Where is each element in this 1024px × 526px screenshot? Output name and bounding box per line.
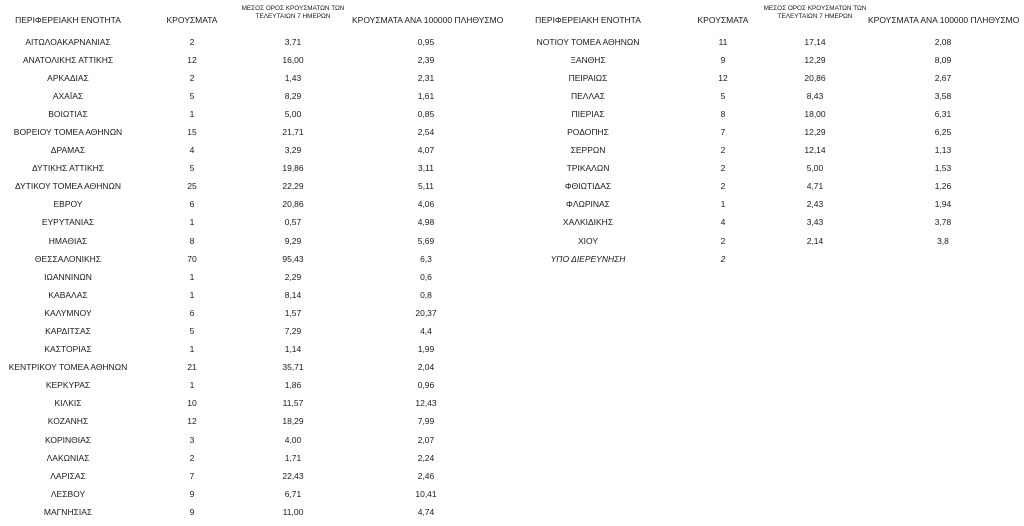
cell-region: ΤΡΙΚΑΛΩΝ	[566, 163, 610, 174]
cell-per100k: 3,8	[937, 235, 949, 246]
cell-avg: 17,14	[804, 36, 826, 47]
cell-avg: 3,71	[284, 36, 302, 47]
cell-cases: 9	[720, 54, 726, 65]
cell-avg: 20,86	[804, 72, 826, 83]
cell-avg: 0,57	[284, 217, 302, 228]
cell-per100k: 2,07	[417, 434, 435, 445]
cell-cases: 2	[189, 452, 195, 463]
cell-cases: 1	[189, 217, 195, 228]
table-row	[0, 502, 520, 520]
cell-cases: 12	[187, 54, 197, 65]
cell-region: ΞΑΝΘΗΣ	[570, 54, 606, 65]
cell-region: ΔΡΑΜΑΣ	[50, 145, 86, 156]
table-header	[0, 0, 520, 34]
cell-avg: 18,00	[804, 108, 826, 119]
table-row	[524, 194, 1020, 212]
table-row	[524, 32, 1020, 50]
table-row	[0, 86, 520, 104]
cell-region: ΣΕΡΡΩΝ	[570, 145, 606, 156]
cell-cases: 11	[718, 36, 728, 47]
cell-avg: 3,29	[284, 145, 302, 156]
cell-region: ΚΟΖΑΝΗΣ	[47, 416, 89, 427]
cell-cases: 2	[720, 235, 726, 246]
cell-per100k: 4,4	[420, 326, 432, 336]
cell-per100k: 0,96	[417, 380, 435, 391]
cell-avg: 5,00	[806, 163, 824, 174]
cell-cases: 2	[720, 163, 726, 174]
cell-cases: 70	[187, 253, 197, 264]
table-row	[524, 212, 1020, 230]
table-row	[524, 249, 1020, 267]
cell-avg: 21,71	[282, 126, 304, 137]
cell-cases: 2	[720, 181, 726, 192]
cell-region: ΚΑΡΔΙΤΣΑΣ	[45, 326, 91, 336]
cell-cases: 5	[189, 163, 195, 174]
cell-per100k: 1,26	[934, 181, 952, 192]
cell-cases: 5	[189, 326, 195, 336]
cell-avg: 1,14	[284, 344, 302, 355]
cell-per100k: 4,98	[417, 217, 435, 228]
cell-per100k: 3,11	[418, 163, 434, 174]
cell-region: ΥΠΟ ΔΙΕΡΕΥΝΗΣΗ	[550, 253, 626, 264]
cell-region: ΡΟΔΟΠΗΣ	[567, 126, 609, 137]
cell-avg: 12,29	[804, 54, 826, 65]
table-row	[0, 484, 520, 502]
cell-cases: 2	[720, 253, 726, 264]
cell-avg: 20,86	[282, 199, 304, 210]
cell-avg: 19,86	[282, 163, 304, 174]
cell-avg: 8,14	[284, 289, 302, 300]
cell-region: ΠΕΛΛΑΣ	[570, 90, 606, 101]
header-avg-line1: ΜΕΣΟΣ ΟΡΟΣ ΚΡΟΥΣΜΑΤΩΝ ΤΩΝ	[763, 5, 867, 12]
header-per100k: ΚΡΟΥΣΜΑΤΑ ΑΝΑ 100000 ΠΛΗΘΥΣΜΟ	[352, 15, 504, 25]
cell-per100k: 0,85	[417, 108, 435, 119]
cell-avg: 2,29	[284, 271, 302, 282]
cell-per100k: 5,11	[418, 181, 434, 192]
cell-cases: 9	[189, 488, 195, 499]
header-cases: ΚΡΟΥΣΜΑΤΑ	[697, 15, 749, 25]
cell-avg: 12,14	[804, 145, 826, 156]
cell-region: ΚΟΡΙΝΘΙΑΣ	[44, 434, 92, 445]
table-header	[524, 0, 1020, 34]
cell-cases: 6	[189, 307, 195, 318]
table-row	[0, 194, 520, 212]
table-row	[0, 140, 520, 158]
cell-region: ΦΛΩΡΙΝΑΣ	[566, 199, 610, 210]
cell-avg: 18,29	[282, 416, 304, 427]
cell-region: ΚΙΛΚΙΣ	[54, 398, 82, 409]
cell-avg: 7,29	[284, 326, 302, 336]
cell-cases: 6	[189, 199, 195, 210]
table-row	[524, 86, 1020, 104]
cell-avg: 1,57	[284, 307, 302, 318]
table-row	[0, 321, 520, 339]
table-row	[0, 411, 520, 429]
table-row	[524, 68, 1020, 86]
cell-cases: 4	[720, 217, 726, 228]
cell-per100k: 6,25	[934, 126, 952, 137]
cell-per100k: 2,31	[417, 72, 435, 83]
table-row	[0, 158, 520, 176]
table-row	[524, 176, 1020, 194]
cell-per100k: 0,6	[420, 271, 432, 282]
cell-cases: 3	[189, 434, 195, 445]
table-row	[524, 122, 1020, 140]
table-row	[0, 212, 520, 230]
cell-avg: 22,43	[282, 470, 304, 481]
cell-cases: 12	[187, 416, 197, 427]
cell-per100k: 10,41	[415, 488, 437, 499]
table-row	[524, 104, 1020, 122]
cell-cases: 12	[718, 72, 728, 83]
cell-per100k: 2,39	[417, 54, 435, 65]
cell-per100k: 0,8	[420, 289, 432, 300]
cell-region: ΦΘΙΩΤΙΔΑΣ	[564, 181, 612, 192]
cell-per100k: 5,69	[417, 235, 435, 246]
cell-per100k: 2,54	[417, 126, 435, 137]
cell-per100k: 12,43	[415, 398, 437, 409]
cell-cases: 2	[720, 145, 726, 156]
cell-per100k: 7,99	[417, 416, 435, 427]
header-avg	[754, 5, 876, 20]
cell-region: ΚΑΒΑΛΑΣ	[48, 289, 88, 300]
cell-region: ΑΝΑΤΟΛΙΚΗΣ ΑΤΤΙΚΗΣ	[22, 54, 114, 65]
cell-region: ΒΟΙΩΤΙΑΣ	[48, 108, 88, 119]
cell-per100k: 20,37	[415, 307, 437, 318]
cell-per100k: 4,06	[417, 199, 435, 210]
table-row	[524, 231, 1020, 249]
cell-region: ΛΕΣΒΟΥ	[50, 488, 86, 499]
table-row	[0, 466, 520, 484]
cell-per100k: 4,07	[417, 145, 435, 156]
table-row	[0, 267, 520, 285]
cell-cases: 1	[189, 289, 195, 300]
cell-avg: 11,57	[282, 398, 304, 409]
table-row	[524, 50, 1020, 68]
cell-per100k: 2,04	[417, 362, 435, 373]
table-row	[0, 249, 520, 267]
cell-region: ΒΟΡΕΙΟΥ ΤΟΜΕΑ ΑΘΗΝΩΝ	[13, 126, 123, 137]
header-avg-line1: ΜΕΣΟΣ ΟΡΟΣ ΚΡΟΥΣΜΑΤΩΝ ΤΩΝ	[241, 5, 345, 12]
cell-per100k: 1,13	[934, 145, 952, 156]
table-body	[524, 32, 1020, 267]
cell-avg: 5,00	[284, 108, 302, 119]
cell-avg: 1,43	[284, 72, 302, 83]
cell-per100k: 1,94	[934, 199, 952, 210]
table-row	[0, 448, 520, 466]
cell-region: ΔΥΤΙΚΟΥ ΤΟΜΕΑ ΑΘΗΝΩΝ	[14, 181, 122, 192]
cell-per100k: 6,3	[420, 253, 432, 264]
cell-cases: 2	[189, 36, 195, 47]
table-row	[0, 285, 520, 303]
cell-cases: 9	[189, 506, 195, 517]
cell-avg: 95,43	[282, 253, 304, 264]
cell-avg: 1,86	[284, 380, 302, 391]
cell-cases: 7	[720, 126, 726, 137]
cell-avg: 22,29	[282, 181, 304, 192]
cell-avg: 16,00	[282, 54, 304, 65]
cell-cases: 8	[720, 108, 726, 119]
table-row	[0, 393, 520, 411]
table-row	[0, 32, 520, 50]
cell-region: ΛΑΚΩΝΙΑΣ	[46, 452, 90, 463]
cell-avg: 8,29	[284, 90, 302, 101]
cell-cases: 5	[189, 90, 195, 101]
cell-per100k: 1,53	[934, 163, 952, 174]
header-cases: ΚΡΟΥΣΜΑΤΑ	[166, 15, 218, 25]
cell-region: ΛΑΡΙΣΑΣ	[50, 470, 86, 481]
cell-per100k: 4,74	[417, 506, 435, 517]
cell-cases: 1	[189, 108, 195, 119]
cell-region: ΑΡΚΑΔΙΑΣ	[47, 72, 89, 83]
cell-per100k: 1,61	[417, 90, 435, 101]
cell-cases: 25	[187, 181, 197, 192]
table-row	[0, 176, 520, 194]
cell-region: ΑΙΤΩΛΟΑΚΑΡΝΑΝΙΑΣ	[25, 36, 111, 47]
cell-cases: 7	[189, 470, 195, 481]
cell-avg: 6,71	[284, 488, 302, 499]
cell-region: ΧΑΛΚΙΔΙΚΗΣ	[562, 217, 614, 228]
table-body	[0, 32, 520, 521]
cell-cases: 4	[189, 145, 195, 156]
table-row	[0, 122, 520, 140]
cell-avg: 2,43	[806, 199, 824, 210]
cell-per100k: 2,24	[417, 452, 435, 463]
cell-avg: 9,29	[284, 235, 302, 246]
header-region: ΠΕΡΙΦΕΡΕΙΑΚΗ ΕΝΟΤΗΤΑ	[535, 15, 641, 25]
header-avg	[236, 5, 350, 20]
cell-region: ΚΕΡΚΥΡΑΣ	[45, 380, 91, 391]
cell-region: ΘΕΣΣΑΛΟΝΙΚΗΣ	[34, 253, 102, 264]
cell-avg: 35,71	[282, 362, 304, 373]
table-row	[0, 231, 520, 249]
cell-region: ΚΑΛΥΜΝΟΥ	[44, 307, 92, 318]
cell-avg: 3,43	[806, 217, 824, 228]
cell-avg: 12,29	[804, 126, 826, 137]
cell-per100k: 2,46	[417, 470, 435, 481]
cell-per100k: 6,31	[934, 108, 952, 119]
table-row	[0, 339, 520, 357]
cell-region: ΕΥΡΥΤΑΝΙΑΣ	[41, 217, 95, 228]
cell-region: ΕΒΡΟΥ	[53, 199, 83, 210]
table-row	[0, 303, 520, 321]
cell-region: ΑΧΑΪΑΣ	[52, 90, 84, 101]
cell-region: ΜΑΓΝΗΣΙΑΣ	[43, 506, 93, 517]
cell-region: ΠΕΙΡΑΙΩΣ	[568, 72, 608, 83]
cell-cases: 21	[187, 362, 197, 373]
cell-cases: 1	[720, 199, 726, 210]
header-per100k: ΚΡΟΥΣΜΑΤΑ ΑΝΑ 100000 ΠΛΗΘΥΣΜΟ	[868, 15, 1020, 25]
cell-region: ΠΙΕΡΙΑΣ	[571, 108, 605, 119]
cell-region: ΚΕΝΤΡΙΚΟΥ ΤΟΜΕΑ ΑΘΗΝΩΝ	[8, 362, 128, 373]
cell-cases: 2	[189, 72, 195, 83]
cell-region: ΗΜΑΘΙΑΣ	[48, 235, 88, 246]
cell-cases: 10	[187, 398, 197, 409]
cell-avg: 4,71	[806, 181, 824, 192]
cell-cases: 15	[187, 126, 197, 137]
cell-avg: 11,00	[282, 506, 304, 517]
table-row	[0, 357, 520, 375]
cell-per100k: 3,78	[934, 217, 952, 228]
header-avg-line2: ΤΕΛΕΥΤΑΙΩΝ 7 ΗΜΕΡΩΝ	[777, 12, 853, 20]
cell-region: ΙΩΑΝΝΙΝΩΝ	[44, 271, 92, 282]
cell-avg: 2,14	[806, 235, 824, 246]
cell-per100k: 0,95	[417, 36, 435, 47]
table-row	[524, 158, 1020, 176]
table-row	[0, 68, 520, 86]
cell-region: ΔΥΤΙΚΗΣ ΑΤΤΙΚΗΣ	[31, 163, 105, 174]
cell-per100k: 2,08	[934, 36, 952, 47]
cell-cases: 1	[189, 271, 195, 282]
cell-per100k: 3,58	[934, 90, 952, 101]
header-avg-line2: ΤΕΛΕΥΤΑΙΩΝ 7 ΗΜΕΡΩΝ	[255, 12, 331, 20]
cell-avg: 4,00	[284, 434, 302, 445]
cell-per100k: 8,09	[934, 54, 952, 65]
cell-avg: 1,71	[284, 452, 302, 463]
cell-cases: 8	[189, 235, 195, 246]
cell-region: ΝΟΤΙΟΥ ΤΟΜΕΑ ΑΘΗΝΩΝ	[536, 36, 640, 47]
cell-cases: 5	[720, 90, 726, 101]
cell-avg: 8,43	[806, 90, 824, 101]
table-row	[524, 140, 1020, 158]
cell-region: ΚΑΣΤΟΡΙΑΣ	[44, 344, 92, 355]
cell-cases: 1	[189, 344, 195, 355]
header-region: ΠΕΡΙΦΕΡΕΙΑΚΗ ΕΝΟΤΗΤΑ	[15, 15, 121, 25]
cell-region: ΧΙΟΥ	[577, 235, 599, 246]
table-row	[0, 430, 520, 448]
cell-cases: 1	[189, 380, 195, 391]
cell-per100k: 2,67	[934, 72, 952, 83]
table-row	[0, 104, 520, 122]
table-row	[0, 375, 520, 393]
cell-per100k: 1,99	[417, 344, 435, 355]
table-row	[0, 50, 520, 68]
